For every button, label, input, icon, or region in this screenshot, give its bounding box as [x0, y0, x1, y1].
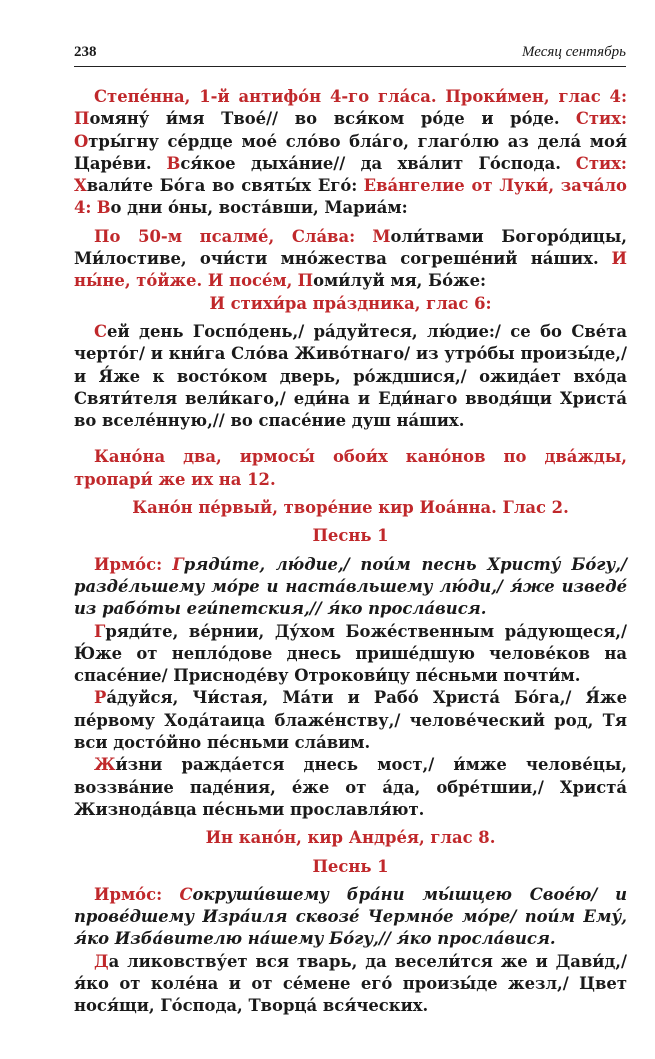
initial-letter: П — [74, 109, 90, 129]
rubric-stikh: Стих: — [575, 153, 627, 173]
canon2-heading: Ин кано́н, кир Андре́я, глас 8. — [205, 828, 496, 848]
initial-letter: М — [372, 226, 391, 246]
initial-letter: В — [96, 198, 111, 218]
initial-letter: Д — [94, 951, 109, 971]
canon2-troparion-1 — [74, 951, 627, 1018]
canon1-troparion-3 — [74, 754, 627, 821]
stichera-paragraph — [74, 321, 627, 432]
initial-letter: С — [94, 321, 108, 341]
rubric-stikh: Стих: — [575, 109, 627, 129]
prokeimenon-text: омяну́ и́мя Твое́// во вся́ком ро́де и ро́де. — [89, 109, 560, 129]
rubric-i-nyne: И ны́не, то́йже. И посе́м, — [74, 249, 627, 291]
initial-letter: В — [166, 153, 181, 173]
canon1-troparion-2 — [74, 687, 627, 754]
canon1-irmos — [74, 554, 627, 621]
canon1-troparion-1 — [74, 621, 627, 688]
irmos-text: ряди́те, лю́дие,/ пои́м песнь Христу́ Бо́гу,/ разде́льшему мо́ре и наста́вльшему лю́ди,/ я́же изведе́ из рабо́ты еги́петския,// я́ко просла́вися. — [74, 554, 627, 619]
initial-letter: С — [179, 884, 193, 904]
page-number: 238 — [74, 44, 97, 60]
canon1-ode-heading: Песнь 1 — [312, 526, 389, 546]
initial-letter: Г — [172, 554, 184, 574]
initial-letter: Г — [94, 621, 106, 641]
initial-letter: П — [297, 271, 314, 291]
psalm50-paragraph — [74, 226, 627, 293]
verse-text: вали́те Бо́га во святы́х Его́: — [86, 176, 358, 196]
rubric-stepenna: Степе́нна, 1-й антифо́н 4-го гла́са. Проки́мен, глас 4: — [94, 87, 627, 106]
gospel-text: о дни о́ны, воста́вши, Мариа́м: — [110, 198, 408, 218]
stichera-heading: И стихи́ра пра́здника, глас 6: — [209, 293, 492, 313]
initial-letter: Р — [94, 688, 107, 708]
stichera-text: ей день Госпо́день,/ ра́дуйтеся, лю́дие:/ се бо Све́та черто́г/ и кни́га Сло́ва Живо́тнаго/ из утро́бы произы́де,/ и Я́же к восто́ком дверь, ро́ждшися,/ ожида́ет вхо́да Святи́теля вели́каго,/ еди́на и Еди́наго вводя́щи Христа́ во вселе́нную,// во спасе́ние душ на́ших. — [74, 321, 627, 431]
prokeimenon-paragraph — [74, 86, 627, 220]
verse-text: тры́гну се́рдце мое́ сло́во бла́го, глаго́лю аз дела́ моя́ Царе́ви. — [74, 131, 627, 173]
irmos-label: Ирмо́с: — [94, 884, 163, 904]
initial-letter: Х — [74, 176, 87, 196]
running-title: Месяц сентябрь — [521, 44, 626, 60]
initial-letter: Ж — [94, 755, 116, 775]
canon1-heading: Кано́н пе́рвый, творе́ние кир Иоа́нна. Глас 2. — [132, 498, 569, 518]
canon2-irmos — [74, 884, 627, 951]
verse-text: ся́кое дыха́ние// да хва́лит Го́спода. — [180, 153, 561, 173]
canons-note: Кано́на два, ирмосы́ обои́х кано́нов по два́жды, тропари́ же их на 12. — [74, 447, 627, 489]
initial-letter: О — [74, 131, 89, 151]
canon2-ode-heading: Песнь 1 — [312, 856, 389, 876]
irmos-label: Ирмо́с: — [94, 554, 163, 574]
troparion-text: а́дуйся, Чи́стая, Ма́ти и Рабо́ Христа́ Бо́га,/ Я́же пе́рвому Хода́таица блаже́нству,/ челове́ческий род, Тя вси досто́йно пе́сньми сла́вим. — [74, 688, 627, 753]
page-content — [74, 86, 627, 1018]
prayer-text: оли́твами Богоро́дицы, Ми́лостиве, очи́сти мно́жества согреше́ний на́ших. — [74, 226, 628, 269]
irmos-text: окруши́вшему бра́ни мы́шцею Свое́ю/ и прове́дшему Изра́иля сквозе́ Чермно́е мо́ре/ пои́м Ему́, я́ко Изба́вителю на́шему Бо́гу,// я́ко просла́вися. — [74, 884, 627, 949]
rubric-gospel: Ева́нгелие от Луки́, зача́ло 4: — [74, 176, 627, 218]
troparion-text: и́зни ражда́ется днесь мост,/ и́мже челове́цы, воззва́ние паде́ния, е́же от а́да, обре́тшии,/ Христа́ Жизнода́вца пе́сньми прославля́ют. — [74, 755, 627, 819]
troparion-text: а ликовству́ет вся тварь, да весели́тся же и Дави́д,/ я́ко от коле́на и от се́мене его́ произы́де жезл,/ Цвет нося́щи, Го́спода, Творца́ вся́ческих. — [74, 951, 627, 1016]
troparion-text: ряди́те, ве́рнии, Ду́хом Боже́ственным ра́дующеся,/ Ю́же от непло́дове днесь прише́дшую челове́ков на спасе́ние/ Присноде́ву Отрокови́цу пе́сньми почти́м. — [74, 621, 627, 686]
rubric-psalm50: По 50-м псалме́, Сла́ва: — [94, 226, 356, 246]
page-header — [74, 42, 626, 67]
prayer-text: оми́луй мя, Бо́же: — [313, 271, 487, 291]
